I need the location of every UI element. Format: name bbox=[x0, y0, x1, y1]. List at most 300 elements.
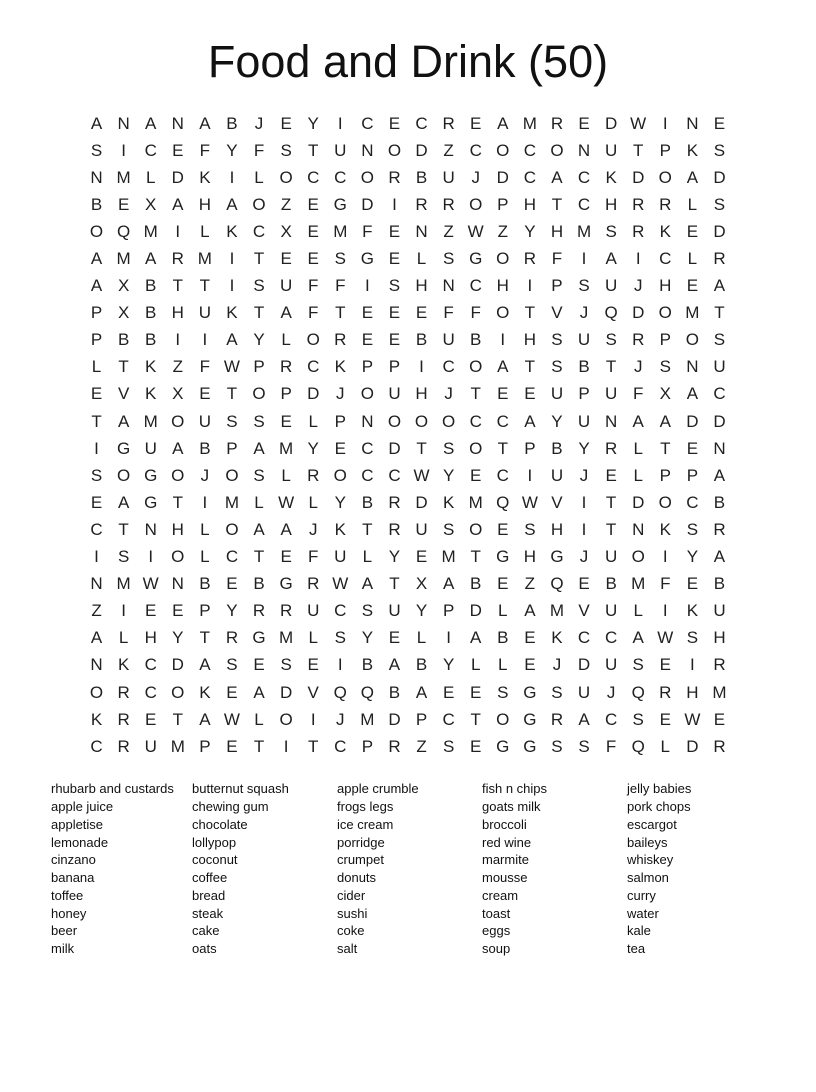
grid-letter-r5-c19: M bbox=[576, 221, 592, 241]
grid-letter-r18-c21: M bbox=[631, 574, 646, 594]
grid-letter-r5-c14: Z bbox=[443, 221, 454, 241]
grid-letter-r19-c3: E bbox=[145, 601, 157, 621]
word-item: apple juice bbox=[51, 799, 114, 814]
grid-letter-r10-c1: L bbox=[91, 357, 102, 377]
grid-letter-r6-c11: G bbox=[360, 249, 374, 269]
word-item: salmon bbox=[627, 870, 669, 885]
grid-letter-r24-c8: I bbox=[283, 736, 289, 756]
grid-letter-r7-c20: U bbox=[604, 276, 618, 296]
grid-letter-r11-c24: C bbox=[713, 384, 726, 404]
grid-letter-r6-c9: E bbox=[307, 249, 319, 269]
grid-letter-r2-c1: S bbox=[90, 140, 103, 160]
grid-letter-r14-c10: O bbox=[333, 465, 347, 485]
grid-letter-r15-c3: G bbox=[144, 492, 158, 512]
grid-letter-r16-c13: U bbox=[415, 519, 428, 539]
grid-letter-r11-c23: A bbox=[686, 384, 699, 404]
grid-letter-r18-c18: Q bbox=[550, 574, 564, 594]
grid-letter-r16-c5: L bbox=[200, 519, 210, 539]
grid-letter-r16-c18: H bbox=[550, 519, 564, 539]
word-item: honey bbox=[51, 905, 87, 921]
grid-letter-r10-c22: S bbox=[659, 357, 671, 377]
grid-letter-r10-c11: P bbox=[361, 357, 374, 377]
grid-letter-r20-c9: L bbox=[308, 628, 318, 648]
grid-letter-r21-c9: E bbox=[307, 655, 319, 675]
grid-letter-r5-c15: W bbox=[467, 221, 484, 241]
grid-letter-r14-c22: P bbox=[659, 465, 671, 485]
word-item: mousse bbox=[482, 870, 528, 885]
grid-letter-r11-c14: J bbox=[444, 384, 453, 404]
grid-letter-r16-c2: T bbox=[118, 519, 129, 539]
grid-letter-r13-c1: I bbox=[94, 438, 99, 458]
word-item: sushi bbox=[337, 905, 368, 921]
grid-letter-r24-c22: L bbox=[660, 736, 671, 756]
grid-letter-r9-c20: S bbox=[605, 330, 617, 350]
grid-letter-r20-c16: B bbox=[497, 628, 509, 648]
grid-letter-r6-c2: M bbox=[116, 249, 131, 269]
word-item: soup bbox=[482, 941, 511, 956]
grid-letter-r14-c6: O bbox=[225, 465, 239, 485]
grid-letter-r13-c12: D bbox=[388, 438, 401, 458]
grid-letter-r24-c11: P bbox=[361, 736, 374, 756]
grid-letter-r23-c3: E bbox=[145, 709, 157, 729]
grid-letter-r2-c13: D bbox=[415, 140, 428, 160]
grid-letter-r6-c21: I bbox=[635, 249, 641, 269]
grid-letter-r1-c13: C bbox=[415, 113, 428, 133]
grid-letter-r15-c14: K bbox=[442, 492, 455, 512]
word-item: curry bbox=[627, 887, 656, 903]
grid-letter-r15-c8: W bbox=[278, 492, 295, 512]
grid-letter-r14-c20: E bbox=[605, 465, 617, 485]
grid-letter-r15-c23: C bbox=[686, 492, 699, 512]
grid-letter-r20-c15: A bbox=[470, 628, 482, 648]
grid-letter-r4-c6: A bbox=[226, 194, 238, 214]
grid-letter-r9-c5: I bbox=[202, 330, 208, 350]
grid-letter-r6-c13: L bbox=[416, 249, 427, 269]
grid-letter-r19-c15: D bbox=[469, 601, 482, 621]
grid-letter-r3-c19: C bbox=[577, 167, 591, 187]
grid-letter-r8-c9: F bbox=[308, 303, 319, 323]
grid-letter-r14-c9: R bbox=[307, 465, 320, 485]
grid-letter-r2-c14: Z bbox=[443, 140, 454, 160]
grid-letter-r21-c10: I bbox=[337, 655, 343, 675]
grid-letter-r3-c7: L bbox=[254, 167, 264, 187]
word-item: toast bbox=[482, 905, 511, 921]
grid-letter-r20-c3: H bbox=[144, 628, 157, 648]
grid-letter-r24-c1: C bbox=[90, 736, 103, 756]
grid-letter-r4-c7: O bbox=[252, 194, 266, 214]
grid-letter-r19-c4: E bbox=[172, 601, 184, 621]
grid-letter-r24-c3: U bbox=[144, 736, 157, 756]
grid-letter-r21-c3: C bbox=[144, 655, 157, 675]
grid-letter-r2-c16: O bbox=[496, 140, 510, 160]
grid-letter-r7-c19: S bbox=[578, 276, 590, 296]
grid-letter-r13-c20: R bbox=[604, 438, 618, 458]
grid-letter-r5-c9: E bbox=[307, 221, 319, 241]
word-item: cinzano bbox=[51, 852, 96, 868]
grid-letter-r19-c8: R bbox=[279, 601, 293, 621]
grid-letter-r8-c1: P bbox=[90, 303, 103, 323]
grid-letter-r18-c22: F bbox=[660, 574, 671, 594]
grid-letter-r18-c23: E bbox=[686, 574, 699, 594]
grid-letter-r13-c10: E bbox=[334, 438, 346, 458]
grid-letter-r14-c15: E bbox=[470, 465, 482, 485]
grid-letter-r19-c13: Y bbox=[415, 601, 428, 621]
grid-letter-r3-c12: R bbox=[388, 167, 401, 187]
grid-letter-r15-c6: M bbox=[224, 492, 240, 512]
grid-letter-r23-c7: L bbox=[254, 709, 264, 729]
grid-letter-r24-c14: S bbox=[442, 736, 455, 756]
grid-letter-r15-c22: O bbox=[658, 492, 672, 512]
grid-letter-r13-c17: P bbox=[524, 438, 536, 458]
grid-letter-r7-c9: F bbox=[308, 276, 319, 296]
grid-letter-r1-c4: N bbox=[171, 113, 184, 133]
grid-letter-r12-c24: D bbox=[713, 411, 726, 431]
grid-letter-r23-c12: D bbox=[388, 709, 401, 729]
grid-letter-r9-c3: B bbox=[145, 330, 157, 350]
grid-letter-r24-c19: S bbox=[578, 736, 590, 756]
word-item: ice cream bbox=[337, 816, 394, 832]
grid-letter-r20-c4: Y bbox=[172, 628, 184, 648]
grid-letter-r10-c20: T bbox=[605, 357, 617, 377]
grid-letter-r8-c19: J bbox=[579, 303, 589, 323]
word-item: banana bbox=[51, 870, 95, 885]
grid-letter-r23-c2: R bbox=[117, 709, 130, 729]
grid-letter-r1-c1: A bbox=[90, 113, 103, 133]
grid-letter-r4-c12: I bbox=[392, 194, 397, 214]
grid-letter-r7-c8: U bbox=[279, 276, 293, 296]
grid-letter-r2-c24: S bbox=[713, 140, 726, 160]
grid-letter-r18-c12: T bbox=[389, 574, 400, 594]
grid-letter-r7-c11: I bbox=[365, 276, 370, 296]
grid-letter-r22-c22: R bbox=[659, 682, 672, 702]
grid-letter-r4-c11: D bbox=[361, 194, 374, 214]
grid-letter-r14-c4: O bbox=[171, 465, 185, 485]
grid-letter-r11-c6: T bbox=[226, 384, 238, 404]
grid-letter-r1-c3: A bbox=[145, 113, 157, 133]
grid-letter-r12-c9: L bbox=[308, 411, 318, 431]
grid-letter-r19-c5: P bbox=[199, 601, 211, 621]
grid-letter-r24-c23: D bbox=[686, 736, 699, 756]
grid-letter-r17-c1: I bbox=[94, 547, 99, 567]
grid-letter-r9-c8: L bbox=[281, 330, 291, 350]
grid-letter-r6-c23: L bbox=[687, 249, 698, 269]
grid-letter-r12-c17: A bbox=[524, 411, 536, 431]
grid-letter-r21-c16: L bbox=[498, 655, 508, 675]
grid-letter-r13-c7: A bbox=[253, 438, 265, 458]
grid-letter-r4-c9: E bbox=[307, 194, 319, 214]
grid-letter-r16-c3: N bbox=[144, 519, 157, 539]
grid-letter-r15-c21: D bbox=[632, 492, 645, 512]
grid-letter-r6-c1: A bbox=[90, 249, 103, 269]
grid-letter-r2-c11: N bbox=[361, 140, 374, 160]
grid-letter-r5-c18: H bbox=[550, 221, 564, 241]
grid-letter-r17-c16: G bbox=[496, 547, 510, 567]
grid-letter-r3-c1: N bbox=[90, 167, 103, 187]
grid-letter-r8-c6: K bbox=[226, 303, 238, 323]
grid-letter-r5-c13: N bbox=[415, 221, 428, 241]
grid-letter-r13-c22: T bbox=[660, 438, 671, 458]
grid-letter-r23-c14: C bbox=[442, 709, 455, 729]
word-item: butternut squash bbox=[192, 781, 289, 797]
grid-letter-r13-c23: E bbox=[686, 438, 699, 458]
grid-letter-r3-c13: B bbox=[415, 167, 428, 187]
grid-letter-r2-c9: T bbox=[308, 140, 319, 160]
grid-letter-r22-c12: B bbox=[388, 682, 401, 702]
grid-letter-r14-c11: C bbox=[361, 465, 374, 485]
grid-letter-r8-c20: Q bbox=[604, 303, 618, 323]
grid-letter-r10-c16: A bbox=[497, 357, 509, 377]
grid-letter-r5-c3: M bbox=[143, 221, 158, 241]
grid-letter-r11-c3: K bbox=[145, 384, 157, 404]
grid-letter-r23-c15: T bbox=[470, 709, 481, 729]
word-item: coconut bbox=[192, 852, 238, 868]
grid-letter-r21-c11: B bbox=[361, 655, 374, 675]
grid-letter-r8-c2: X bbox=[117, 303, 130, 323]
grid-letter-r12-c1: T bbox=[91, 411, 102, 431]
grid-letter-r4-c23: L bbox=[687, 194, 698, 214]
grid-letter-r21-c22: E bbox=[659, 655, 671, 675]
grid-letter-r6-c8: E bbox=[280, 249, 292, 269]
grid-letter-r4-c16: P bbox=[497, 194, 509, 214]
grid-letter-r14-c13: W bbox=[413, 465, 430, 485]
grid-letter-r16-c6: O bbox=[225, 519, 239, 539]
grid-letter-r22-c9: V bbox=[307, 682, 319, 702]
grid-letter-r18-c13: X bbox=[415, 574, 428, 594]
grid-letter-r20-c24: H bbox=[713, 628, 726, 648]
grid-letter-r5-c20: S bbox=[605, 221, 617, 241]
grid-letter-r20-c5: T bbox=[199, 628, 211, 648]
grid-letter-r18-c8: G bbox=[279, 574, 293, 594]
grid-letter-r5-c7: C bbox=[252, 221, 266, 241]
grid-letter-r22-c5: K bbox=[199, 682, 211, 702]
grid-letter-r10-c3: K bbox=[145, 357, 157, 377]
grid-letter-r2-c21: T bbox=[633, 140, 644, 160]
grid-letter-r7-c13: H bbox=[415, 276, 428, 296]
grid-letter-r4-c5: H bbox=[198, 194, 211, 214]
word-item: chocolate bbox=[192, 816, 248, 832]
grid-letter-r7-c12: S bbox=[388, 276, 401, 296]
grid-letter-r8-c8: A bbox=[280, 303, 292, 323]
grid-letter-r9-c7: Y bbox=[253, 330, 265, 350]
grid-letter-r1-c16: A bbox=[497, 113, 509, 133]
word-list-column-5 bbox=[627, 780, 772, 958]
grid-letter-r12-c7: S bbox=[253, 411, 265, 431]
word-item: fish n chips bbox=[482, 781, 548, 797]
grid-letter-r12-c10: P bbox=[334, 411, 346, 431]
grid-letter-r6-c16: O bbox=[496, 249, 510, 269]
grid-letter-r10-c13: I bbox=[419, 357, 424, 377]
grid-letter-r19-c14: P bbox=[442, 601, 455, 621]
grid-letter-r2-c2: I bbox=[121, 140, 126, 160]
grid-letter-r8-c18: V bbox=[551, 303, 563, 323]
grid-letter-r13-c3: U bbox=[144, 438, 157, 458]
grid-letter-r9-c17: H bbox=[523, 330, 536, 350]
grid-letter-r16-c15: O bbox=[469, 519, 483, 539]
grid-letter-r6-c3: A bbox=[145, 249, 157, 269]
grid-letter-r13-c24: N bbox=[713, 438, 726, 458]
grid-letter-r4-c17: H bbox=[523, 194, 536, 214]
grid-letter-r19-c18: M bbox=[549, 601, 565, 621]
grid-letter-r15-c13: D bbox=[415, 492, 428, 512]
grid-letter-r1-c24: E bbox=[713, 113, 726, 133]
word-item: crumpet bbox=[337, 852, 384, 868]
grid-letter-r13-c15: O bbox=[469, 438, 483, 458]
grid-letter-r9-c10: R bbox=[334, 330, 347, 350]
word-list bbox=[0, 780, 816, 958]
grid-letter-r23-c16: O bbox=[496, 709, 510, 729]
grid-letter-r13-c18: B bbox=[551, 438, 563, 458]
grid-letter-r4-c21: R bbox=[632, 194, 645, 214]
grid-letter-r9-c6: A bbox=[226, 330, 238, 350]
grid-letter-r1-c9: Y bbox=[307, 113, 319, 133]
grid-letter-r13-c5: B bbox=[199, 438, 211, 458]
grid-letter-r9-c18: S bbox=[551, 330, 563, 350]
grid-letter-r8-c13: E bbox=[415, 303, 428, 323]
grid-letter-r8-c10: T bbox=[335, 303, 346, 323]
grid-letter-r4-c3: X bbox=[145, 194, 157, 214]
grid-letter-r23-c24: E bbox=[713, 709, 726, 729]
grid-letter-r6-c17: R bbox=[523, 249, 536, 269]
grid-letter-r9-c12: E bbox=[388, 330, 401, 350]
grid-letter-r3-c5: K bbox=[199, 167, 211, 187]
grid-letter-r23-c6: W bbox=[223, 709, 240, 729]
grid-letter-r20-c17: E bbox=[524, 628, 536, 648]
grid-letter-r17-c20: U bbox=[604, 547, 618, 567]
grid-letter-r22-c6: E bbox=[226, 682, 238, 702]
grid-letter-r19-c6: Y bbox=[226, 601, 238, 621]
grid-letter-r1-c7: J bbox=[254, 113, 264, 133]
word-item: lemonade bbox=[51, 834, 109, 850]
word-item: lollypop bbox=[192, 834, 237, 850]
grid-letter-r4-c18: T bbox=[551, 194, 563, 214]
word-item: appletise bbox=[51, 816, 104, 832]
grid-letter-r11-c21: F bbox=[633, 384, 644, 404]
grid-letter-r23-c21: S bbox=[632, 709, 644, 729]
grid-letter-r5-c16: Z bbox=[497, 221, 508, 241]
grid-letter-r23-c10: J bbox=[336, 709, 345, 729]
grid-letter-r14-c19: J bbox=[579, 465, 589, 485]
grid-letter-r10-c5: F bbox=[199, 357, 211, 377]
grid-letter-r16-c22: K bbox=[659, 519, 671, 539]
grid-letter-r14-c16: C bbox=[496, 465, 509, 485]
grid-letter-r12-c4: O bbox=[171, 411, 185, 431]
grid-letter-r3-c8: O bbox=[279, 167, 293, 187]
grid-letter-r19-c1: Z bbox=[91, 601, 102, 621]
word-item: marmite bbox=[482, 852, 529, 868]
grid-letter-r14-c1: S bbox=[90, 465, 103, 485]
grid-letter-r5-c21: R bbox=[632, 221, 645, 241]
grid-letter-r19-c9: U bbox=[307, 601, 320, 621]
grid-letter-r15-c17: W bbox=[521, 492, 538, 512]
grid-letter-r1-c23: N bbox=[686, 113, 699, 133]
word-item: broccoli bbox=[482, 816, 527, 832]
grid-letter-r3-c2: M bbox=[116, 167, 131, 187]
grid-letter-r16-c20: T bbox=[605, 519, 617, 539]
grid-letter-r14-c8: L bbox=[281, 465, 291, 485]
grid-letter-r21-c20: U bbox=[604, 655, 618, 675]
word-item: cider bbox=[337, 887, 366, 903]
grid-letter-r1-c20: D bbox=[604, 113, 618, 133]
grid-letter-r1-c22: I bbox=[662, 113, 668, 133]
grid-letter-r19-c22: I bbox=[662, 601, 668, 621]
grid-letter-r8-c11: E bbox=[361, 303, 374, 323]
grid-letter-r22-c4: O bbox=[171, 682, 185, 702]
grid-letter-r4-c13: R bbox=[415, 194, 428, 214]
grid-letter-r19-c21: L bbox=[633, 601, 643, 621]
word-item: baileys bbox=[627, 834, 668, 850]
grid-letter-r21-c18: J bbox=[552, 655, 562, 675]
grid-letter-r20-c8: M bbox=[279, 628, 294, 648]
grid-letter-r21-c2: K bbox=[117, 655, 130, 675]
grid-letter-r18-c2: M bbox=[116, 574, 131, 594]
grid-letter-r7-c10: F bbox=[335, 276, 346, 296]
grid-letter-r13-c19: Y bbox=[578, 438, 590, 458]
grid-letter-r4-c4: A bbox=[172, 194, 184, 214]
grid-letter-r14-c18: U bbox=[550, 465, 564, 485]
grid-letter-r19-c2: I bbox=[121, 601, 126, 621]
grid-letter-r5-c8: X bbox=[280, 221, 292, 241]
grid-letter-r11-c16: E bbox=[497, 384, 509, 404]
grid-letter-r22-c11: Q bbox=[360, 682, 374, 702]
grid-letter-r5-c23: E bbox=[686, 221, 699, 241]
grid-letter-r9-c16: I bbox=[500, 330, 506, 350]
grid-letter-r2-c17: C bbox=[523, 140, 536, 160]
grid-letter-r11-c4: X bbox=[172, 384, 184, 404]
grid-letter-r12-c21: A bbox=[632, 411, 644, 431]
grid-letter-r21-c19: D bbox=[577, 655, 591, 675]
grid-letter-r8-c4: H bbox=[171, 303, 184, 323]
grid-letter-r23-c17: G bbox=[523, 709, 537, 729]
grid-letter-r11-c13: H bbox=[415, 384, 428, 404]
grid-letter-r5-c5: L bbox=[200, 221, 210, 241]
grid-letter-r17-c13: E bbox=[415, 547, 428, 567]
grid-letter-r19-c23: K bbox=[686, 601, 699, 621]
grid-letter-r9-c22: P bbox=[659, 330, 671, 350]
grid-letter-r10-c24: U bbox=[713, 357, 726, 377]
grid-letter-r7-c22: H bbox=[659, 276, 672, 296]
grid-letter-r13-c14: S bbox=[442, 438, 455, 458]
word-item: red wine bbox=[482, 834, 532, 850]
grid-letter-r18-c4: N bbox=[171, 574, 184, 594]
grid-letter-r20-c1: A bbox=[90, 628, 103, 648]
grid-letter-r21-c12: A bbox=[388, 655, 401, 675]
grid-letter-r18-c20: B bbox=[605, 574, 617, 594]
grid-letter-r1-c19: E bbox=[578, 113, 590, 133]
grid-letter-r10-c18: S bbox=[551, 357, 563, 377]
word-item: jelly babies bbox=[627, 781, 692, 797]
grid-letter-r16-c21: N bbox=[632, 519, 645, 539]
grid-letter-r7-c6: I bbox=[229, 276, 235, 296]
grid-letter-r4-c22: R bbox=[659, 194, 672, 214]
grid-letter-r20-c7: G bbox=[252, 628, 266, 648]
grid-letter-r2-c18: O bbox=[550, 140, 564, 160]
grid-letter-r16-c23: S bbox=[686, 519, 699, 539]
grid-letter-r17-c2: S bbox=[117, 547, 130, 567]
grid-letter-r19-c11: S bbox=[361, 601, 374, 621]
grid-letter-r17-c7: T bbox=[253, 547, 265, 567]
grid-letter-r12-c19: U bbox=[577, 411, 591, 431]
grid-letter-r7-c14: N bbox=[442, 276, 455, 296]
grid-letter-r15-c7: L bbox=[254, 492, 264, 512]
grid-letter-r20-c19: C bbox=[577, 628, 591, 648]
grid-letter-r20-c23: S bbox=[686, 628, 699, 648]
grid-letter-r11-c17: E bbox=[524, 384, 536, 404]
grid-letter-r21-c17: E bbox=[524, 655, 536, 675]
grid-letter-r24-c10: C bbox=[334, 736, 347, 756]
grid-letter-r23-c9: I bbox=[310, 709, 316, 729]
grid-letter-r3-c17: C bbox=[523, 167, 536, 187]
grid-letter-r1-c18: R bbox=[550, 113, 564, 133]
